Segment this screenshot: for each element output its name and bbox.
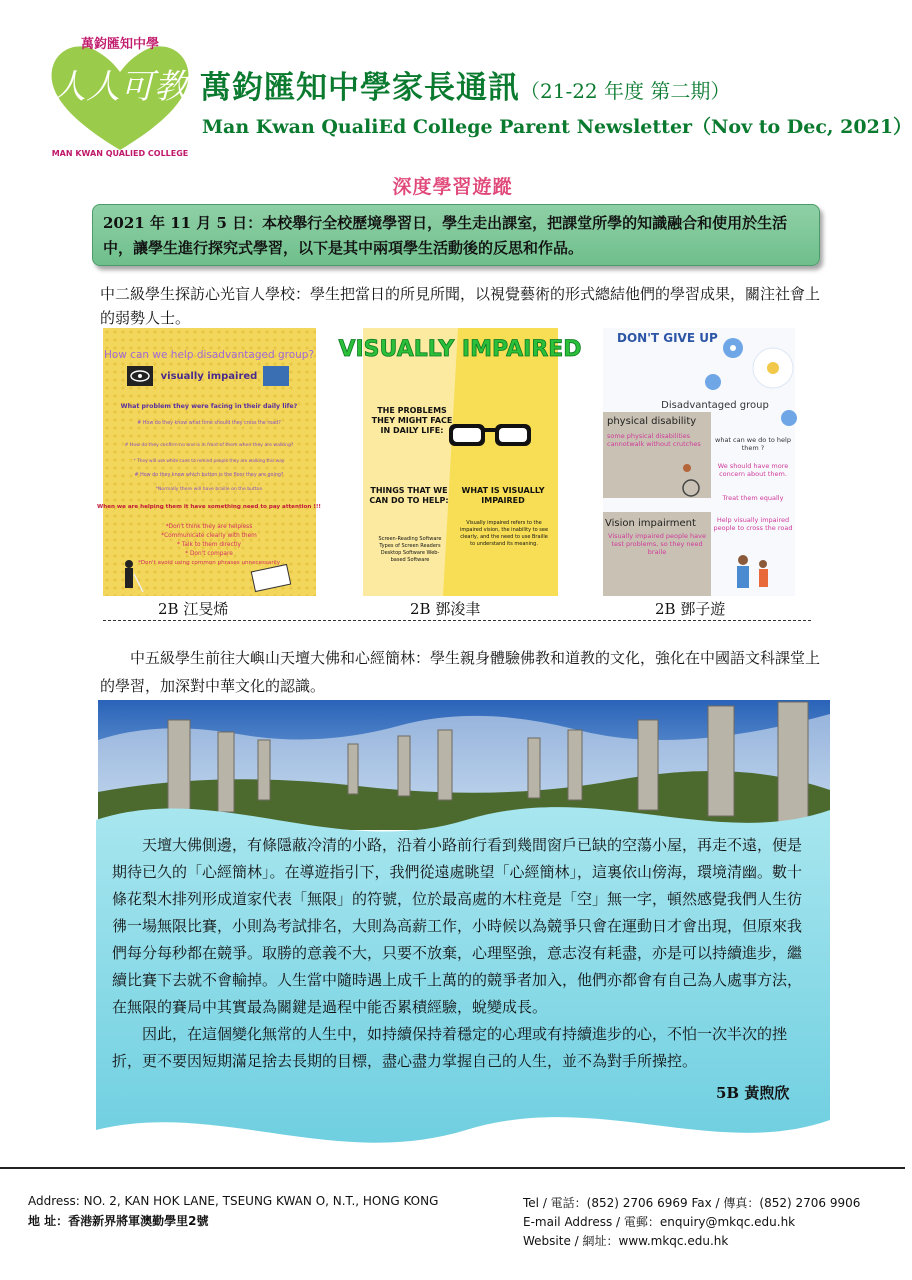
intro-box: 2021 年 11 月 5 日：本校舉行全校歷境學習日，學生走出課室，把課堂所學的知識融合和使用於生活中，讓學生進行探究式學習，以下是其中兩項學生活動後的反思和作品。: [92, 204, 820, 266]
svg-text:# How do they know what time s: # How do they know what time should they cross the road?: [137, 421, 281, 426]
braille-keyboard-icon: [263, 366, 289, 386]
dashed-divider: [103, 620, 811, 621]
poster-1: [97, 328, 321, 596]
svg-text:*Normally there will have brai: *Normally there will have braille on the button: [155, 487, 263, 492]
poster-3: DON'T GIVE UP Disadvantaged group physical disability some physical disabilities cannotwalk without crutches what can we do to help them ? We should have more concern about them. Treat them equally Vision impairment Visually impaired people have test problems, so they need braile Help visually impaired people to cross the road: [603, 328, 795, 596]
poster-1-question: What problem they were facing in their daily life?: [120, 403, 298, 410]
svg-text:* Don't compare: * Don't compare: [185, 551, 233, 557]
address-zh: 地 址：香港新界將軍澳勤學里2號: [28, 1214, 209, 1228]
footer-divider: [0, 1167, 905, 1169]
website: Website / 網址：www.mkqc.edu.hk: [523, 1234, 729, 1248]
svg-text:# How do they confirm no one i: # How do they confirm no one is in front of them when they are walking?: [124, 443, 294, 448]
svg-text:* They will use white cane to: * They will use white cane to remind people they are walking this way: [133, 459, 285, 464]
essay-text: [112, 832, 812, 1075]
issue-label: （21-22 年度 第二期）: [520, 79, 731, 103]
newsletter-title: [200, 62, 730, 107]
essay-paragraph-1: 天壇大佛側邊，有條隱蔽冷清的小路，沿着小路前行看到幾間窗戶已缺的空蕩小屋，再走不遠，便是期待已久的「心經簡林」。在導遊指引下，我們從遠處眺望「心經簡林」，這裏依山傍海，環境清幽。數十條花梨木排列形成道家代表「無限」的符號，位於最高處的木柱竟是「空」無一字，頓然感覺我們人生彷彿一場無限比賽，小則為考試排名，大則為高薪工作，小時候以為競爭只會在運動日才會出現，但原來我們每分每秒都在競爭。取勝的意義不大，只要不放棄，心理堅強，意志沒有耗盡，亦是可以持續進步，繼續比賽下去就不會輸掉。人生當中隨時遇上成千上萬的的競爭者加入，他們亦都會有自己為人處事方法，在無限的賽局中其實最為關鍵是過程中能否累積經驗，蛻變成長。: [112, 836, 803, 1016]
poster-1-attention: When we are helping them it have something need to pay attention !!!: [97, 504, 321, 510]
svg-text:*Don't think they are helpless: *Don't think they are helpless: [165, 524, 253, 530]
svg-text:*Don't avoid using common phra: *Don't avoid using common phrases unnecessarily: [137, 560, 281, 566]
poster-3-subtitle: Disadvantaged group: [661, 400, 769, 411]
email-address: E-mail Address / 電郵：enquiry@mkqc.edu.hk: [523, 1215, 796, 1229]
svg-text:*Communicate clearly with them: *Communicate clearly with them: [161, 533, 257, 539]
poster-1-title: How can we help disadvantaged group?: [103, 349, 315, 361]
newsletter-title-en: Man Kwan QualiEd College Parent Newsletter（Nov to Dec, 2021）: [202, 116, 912, 138]
poster-2: VISUALLY IMPAIRED THE PROBLEMS THEY MIGHT FACE IN DAILY LIFE: THINGS THAT WE CAN DO TO HELP: Screen-Reading Software Types of Screen Readers Desktop Software Web-based Software WHAT IS VISUALLY IMPAIRED Visually impaired refers to the impaired vision, the inability to see clearly, and the need to use Braille to understand its meaning.: [363, 328, 558, 596]
s5-activity-text: 中五級學生前往大嶼山天壇大佛和心經簡林：學生親身體驗佛教和道教的文化，強化在中國語文科課堂上的學習，加深對中華文化的認識。: [100, 649, 821, 695]
svg-text:# How do they know which butto: # How do they know which button is the floor they are going?: [134, 473, 284, 478]
poster-3-caption: 2B 鄧子遊: [655, 600, 726, 618]
svg-text:萬鈞匯知中學: 萬鈞匯知中學: [80, 37, 160, 52]
poster-1-badge: visually impaired: [160, 371, 258, 382]
school-logo: [40, 28, 200, 158]
poster-3-title: DON'T GIVE UP: [617, 331, 718, 345]
essay-author: 5B 黃煦欣: [716, 1084, 790, 1102]
s2-activity-text: 中二級學生探訪心光盲人學校：學生把當日的所見所聞，以視覺藝術的形式總結他們的學習成果，關注社會上的弱勢人士。: [100, 285, 821, 327]
poster-2-caption: 2B 鄧浚聿: [410, 600, 481, 618]
title-zh: 萬鈞匯知中學家長通訊: [200, 70, 520, 106]
phone-fax: Tel / 電話：(852) 2706 6969 Fax / 傳真：(852) 2706 9906: [523, 1196, 861, 1210]
svg-text:MAN KWAN QUALIED COLLEGE: MAN KWAN QUALIED COLLEGE: [51, 149, 189, 158]
svg-text:人人可教: 人人可教: [52, 67, 188, 107]
section-title: 深度學習遊蹤: [392, 176, 513, 198]
address-en: Address: NO. 2, KAN HOK LANE, TSEUNG KWAN O, N.T., HONG KONG: [28, 1194, 439, 1208]
poster-1-caption: 2B 江旻烯: [158, 600, 229, 618]
svg-text:* Talk to them directly: * Talk to them directly: [177, 542, 241, 548]
essay-paragraph-2: 因此，在這個變化無常的人生中，如持續保持着穩定的心理或有持續進步的心，不怕一次半次的挫折，更不要因短期滿足捨去長期的目標，盡心盡力掌握自己的人生，並不為對手所操控。: [112, 1025, 788, 1070]
svg-text:physical disability: physical disability: [607, 416, 697, 427]
svg-text:Vision impairment: Vision impairment: [605, 518, 696, 529]
poster-2-title: VISUALLY IMPAIRED: [338, 337, 582, 362]
